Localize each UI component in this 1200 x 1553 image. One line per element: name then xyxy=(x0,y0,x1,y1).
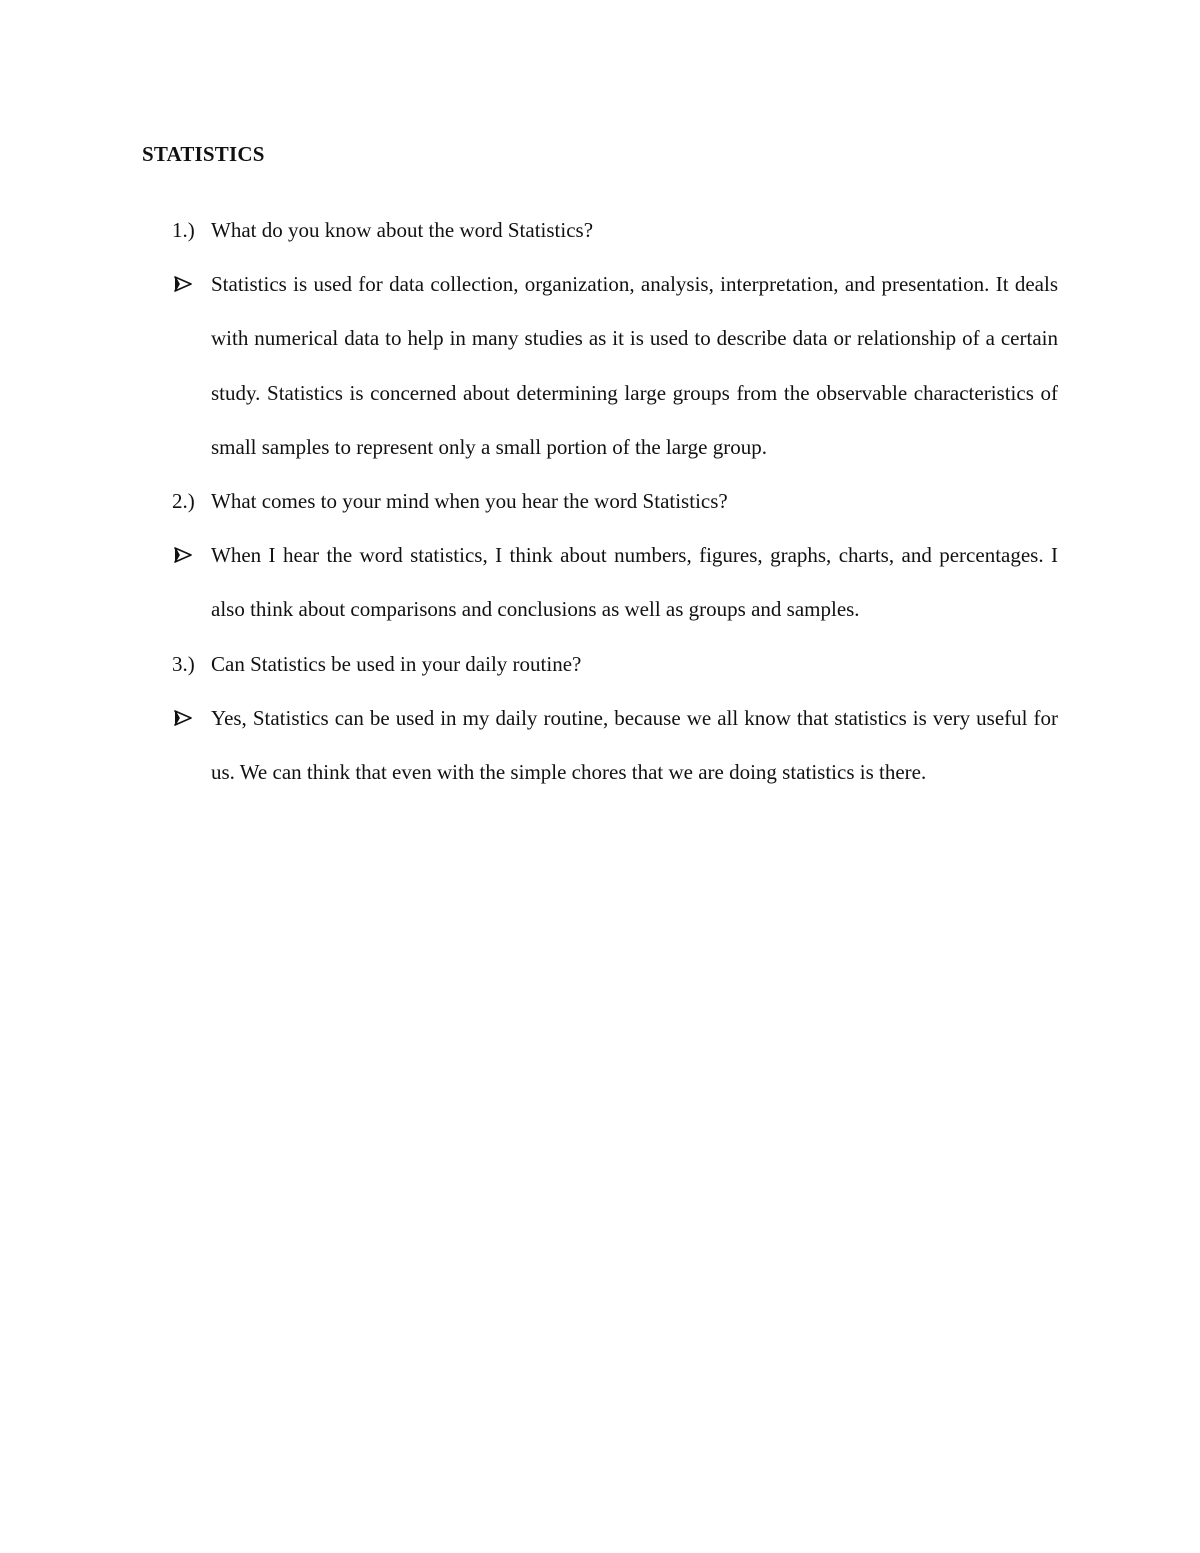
question-text: What comes to your mind when you hear the word Statistics? xyxy=(211,489,728,514)
question-text: Can Statistics be used in your daily routine? xyxy=(211,651,582,676)
arrowhead-bullet-icon xyxy=(174,276,192,292)
question-number: 2.) xyxy=(172,489,195,514)
answer-2 xyxy=(172,528,1058,636)
arrowhead-bullet-icon xyxy=(174,710,192,726)
answer-1 xyxy=(172,257,1058,474)
answer-text: When I hear the word statistics, I think about numbers, figures, graphs, charts, and percentages. I also think about comparisons and conclusions as well as groups and samples. xyxy=(211,543,1058,622)
question-1 xyxy=(172,203,1058,257)
arrowhead-bullet-icon xyxy=(174,547,192,563)
question-number: 3.) xyxy=(172,651,195,676)
answer-3 xyxy=(172,691,1058,799)
question-number: 1.) xyxy=(172,218,195,242)
answer-text: Yes, Statistics can be used in my daily routine, because we all know that statistics is very useful for us. We can think that even with the simple chores that we are doing statistics is there. xyxy=(211,705,1058,785)
answer-text: Statistics is used for data collection, organization, analysis, interpretation, and presentation. It deals with numerical data to help in many studies as it is used to describe data or relationship of a certain study. Statistics is concerned about determining large groups from the observable characteristics of small samples to represent only a small portion of the large group. xyxy=(211,272,1058,459)
question-3 xyxy=(172,637,1058,691)
question-text: What do you know about the word Statistics? xyxy=(211,218,594,242)
document-title: STATISTICS xyxy=(142,142,265,166)
question-list xyxy=(172,203,1058,799)
question-2 xyxy=(172,474,1058,528)
